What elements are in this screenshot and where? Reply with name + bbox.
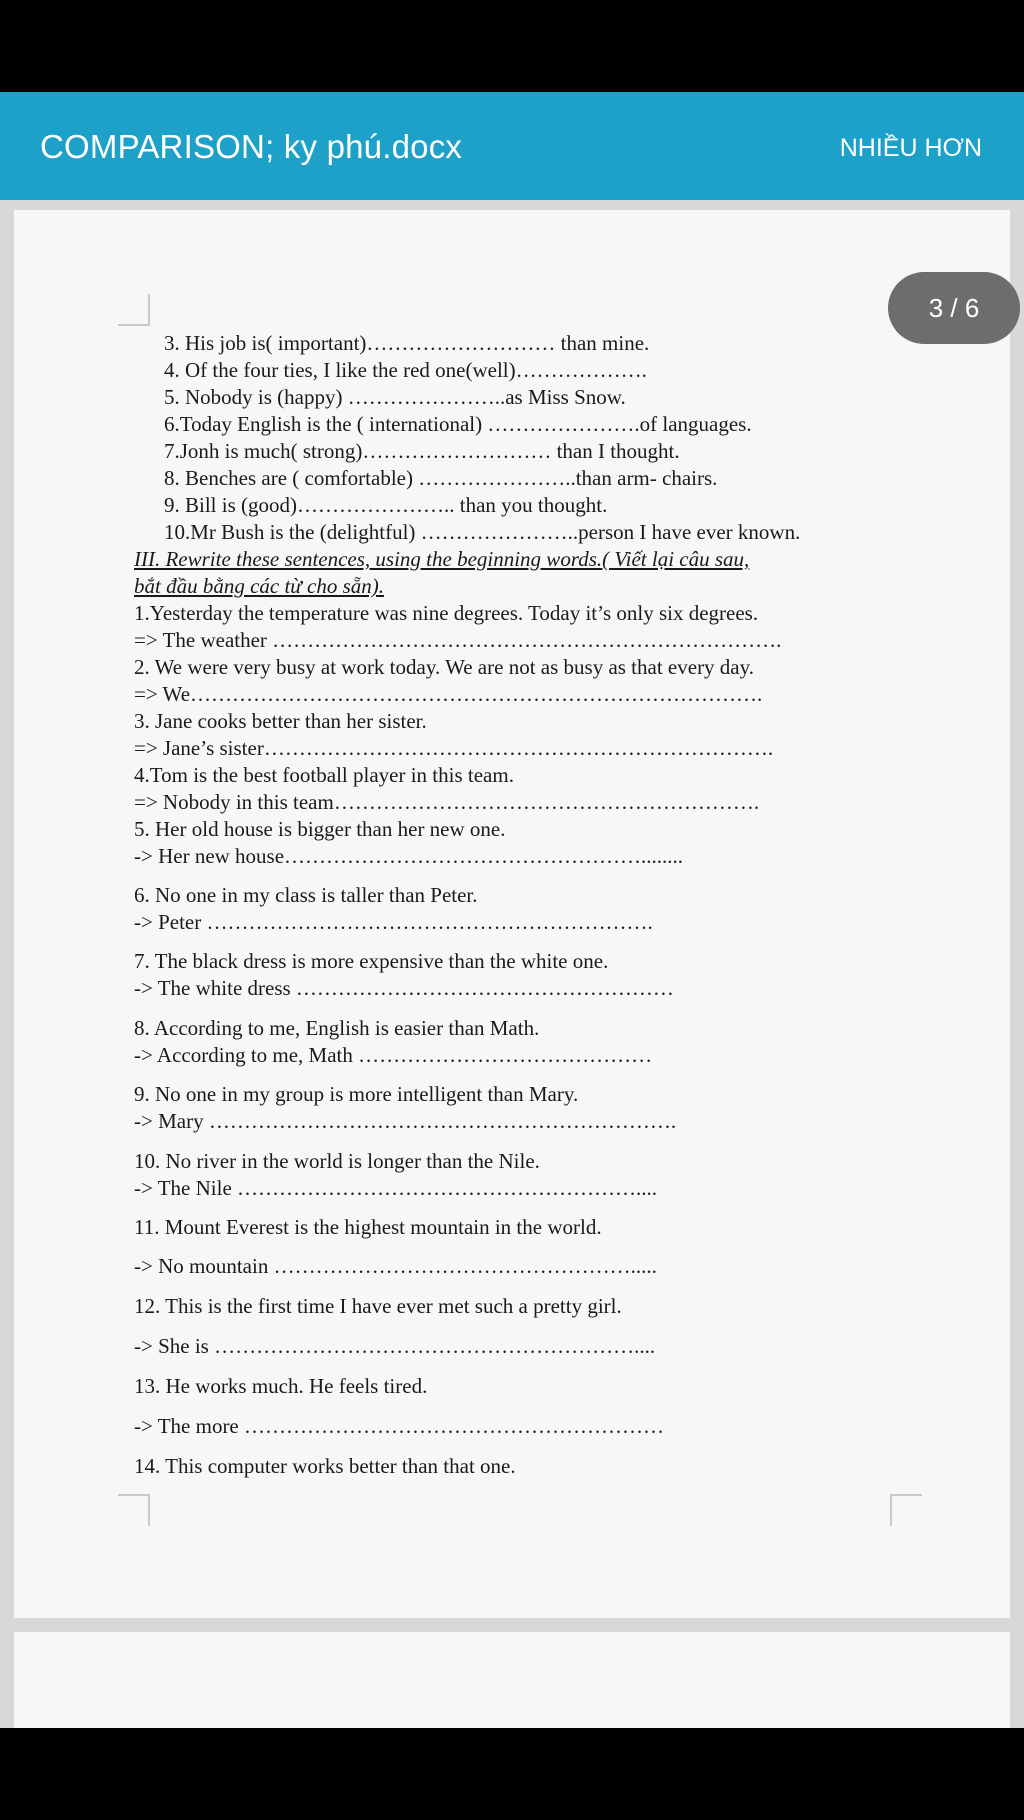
text-line: => The weather ………………………………………………………………. [134, 628, 782, 652]
text-line: 9. Bill is (good)………………….. than you thought. [164, 493, 608, 517]
section-heading: III. Rewrite these sentences, using the beginning words.( Viết lại câu sau, [134, 547, 750, 571]
text-line: 7. The black dress is more expensive than the white one. [134, 949, 609, 973]
section-heading: bắt đầu bằng các từ cho sẵn). [134, 574, 385, 598]
page-counter: 3 / 6 [888, 272, 1020, 344]
status-bar [0, 0, 1024, 92]
document-title: COMPARISON; ky phú.docx [40, 128, 463, 165]
text-line: 5. Her old house is bigger than her new one. [134, 817, 506, 841]
page-margin-marker [118, 294, 150, 326]
text-line: 11. Mount Everest is the highest mountain in the world. [134, 1215, 602, 1239]
text-line: -> The white dress ……………………………………………… [134, 976, 674, 1000]
text-line: 2. We were very busy at work today. We are not as busy as that every day. [134, 655, 755, 679]
text-line: => Jane’s sister………………………………………………………………. [134, 736, 774, 760]
text-line: 6. No one in my class is taller than Peter. [134, 883, 478, 907]
text-line: 3. Jane cooks better than her sister. [134, 709, 427, 733]
text-line: => Nobody in this team……………………………………………………. [134, 790, 760, 814]
text-line: 8. Benches are ( comfortable) …………………..than arm- chairs. [164, 466, 718, 490]
text-line: 10. No river in the world is longer than the Nile. [134, 1149, 540, 1173]
next-document-page [14, 1632, 1010, 1728]
text-line: 10.Mr Bush is the (delightful) …………………..person I have ever known. [164, 520, 801, 544]
more-button[interactable]: NHIỀU HƠN [839, 134, 982, 162]
text-line: -> The Nile ………………………………………………….... [134, 1176, 658, 1200]
document-page [14, 210, 1010, 1618]
text-line: 4. Of the four ties, I like the red one(well)………………. [164, 358, 647, 382]
text-line: 8. According to me, English is easier than Math. [134, 1016, 540, 1040]
text-line: -> The more …………………………………………………… [134, 1414, 665, 1438]
text-line: -> Mary …………………………………………………………. [134, 1109, 677, 1133]
app-bar [0, 92, 1024, 200]
text-line: 9. No one in my group is more intelligent than Mary. [134, 1082, 579, 1106]
text-line: 3. His job is( important)……………………… than mine. [164, 331, 650, 355]
text-line: => We………………………………………………………………………. [134, 682, 763, 706]
text-line: 1.Yesterday the temperature was nine degrees. Today it’s only six degrees. [134, 601, 759, 625]
text-line: 6.Today English is the ( international) ………………….of languages. [164, 412, 752, 436]
text-line: 12. This is the first time I have ever met such a pretty girl. [134, 1294, 622, 1318]
document-viewer[interactable] [0, 200, 1024, 1728]
page-margin-marker [118, 1494, 150, 1526]
text-line: -> According to me, Math …………………………………… [134, 1043, 653, 1067]
text-line: -> Peter ………………………………………………………. [134, 910, 653, 934]
text-line: 7.Jonh is much( strong)……………………… than I thought. [164, 439, 680, 463]
text-line: 14. This computer works better than that one. [134, 1454, 516, 1478]
page-margin-marker [890, 1494, 922, 1526]
text-line: 13. He works much. He feels tired. [134, 1374, 428, 1398]
text-line: -> She is …………………………………………………….... [134, 1334, 656, 1358]
text-line: 5. Nobody is (happy) …………………..as Miss Snow. [164, 385, 626, 409]
navigation-bar [0, 1728, 1024, 1820]
text-line: 4.Tom is the best football player in this team. [134, 763, 514, 787]
text-line: -> Her new house……………………………………………........ [134, 844, 684, 868]
text-line: -> No mountain ……………………………………………..... [134, 1254, 657, 1278]
